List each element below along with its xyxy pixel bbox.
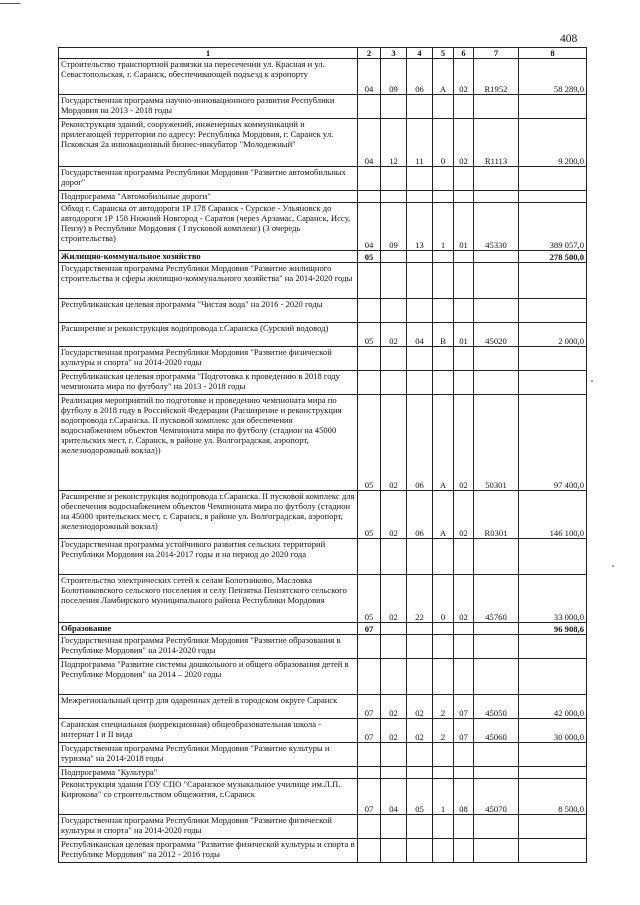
expense-code: 45050	[474, 695, 519, 719]
amount-cell: 96 908,6	[519, 623, 587, 635]
row-description: Строительство транспортной развязки на пересечении ул. Красная и ул. Севастопольская, г. Саранск, обеспечивающей подъезд к аэропорту	[59, 59, 358, 95]
expense-code: 45330	[474, 203, 519, 251]
direction-code	[454, 767, 474, 779]
amount-cell	[519, 659, 587, 695]
subprogram-code	[433, 347, 454, 371]
section-code: 04	[358, 59, 381, 95]
amount-cell	[519, 191, 587, 203]
table-row	[59, 539, 587, 575]
subsection-code	[381, 167, 407, 191]
subprogram-code: 2	[433, 695, 454, 719]
section-code: 05	[358, 251, 381, 263]
subsection-code	[381, 347, 407, 371]
column-header: 3	[381, 48, 407, 59]
direction-code	[454, 539, 474, 575]
row-description: Расширение и реконструкция водопровода г.Саранска. II пусковой комплекс для обеспечения водоснабжением объектов Чемпионата мира по футболу (стадион на 45000 зрительских мест, г. Саранск, в районе ул. Волгоградская, аэропорт, железнодорожный вокзал)	[59, 491, 358, 539]
direction-code	[454, 371, 474, 395]
direction-code	[454, 191, 474, 203]
table-row	[59, 119, 587, 167]
amount-cell	[519, 299, 587, 323]
expense-code	[474, 167, 519, 191]
table-row	[59, 623, 587, 635]
section-code	[358, 659, 381, 695]
expense-code	[474, 659, 519, 695]
program-code	[407, 167, 433, 191]
column-header: 6	[454, 48, 474, 59]
table-row	[59, 575, 587, 623]
table-row	[59, 635, 587, 659]
scan-speck	[612, 565, 614, 567]
row-description: Жилищно-коммунальное хозяйство	[59, 251, 358, 263]
program-code	[407, 839, 433, 863]
direction-code	[454, 299, 474, 323]
section-code	[358, 743, 381, 767]
amount-cell	[519, 815, 587, 839]
expense-code: 45070	[474, 779, 519, 815]
program-code: 04	[407, 323, 433, 347]
section-code: 05	[358, 323, 381, 347]
row-description: Государственная программа Республики Мордовия "Развитие автомобильных дорог"	[59, 167, 358, 191]
row-description: Расширение и реконструкция водопровода г.Саранска (Сурский водовод)	[59, 323, 358, 347]
program-code	[407, 815, 433, 839]
expense-code	[474, 95, 519, 119]
table-row	[59, 767, 587, 779]
amount-cell	[519, 167, 587, 191]
table-row	[59, 95, 587, 119]
program-code	[407, 371, 433, 395]
subprogram-code	[433, 767, 454, 779]
section-code	[358, 191, 381, 203]
subprogram-code	[433, 743, 454, 767]
expense-code: 45060	[474, 719, 519, 743]
row-description: Подпрограмма "Автомобильные дороги"	[59, 191, 358, 203]
section-code	[358, 347, 381, 371]
subsection-code	[381, 251, 407, 263]
column-header: 8	[519, 48, 587, 59]
amount-cell	[519, 95, 587, 119]
expense-code: 45020	[474, 323, 519, 347]
program-code	[407, 299, 433, 323]
amount-cell: 8 500,0	[519, 779, 587, 815]
row-description: Обход г. Саранска от автодороги 1Р 178 Саранск - Сурское - Ульяновск до автодороги 1Р 158 Нижний Новгород - Саратов (через Арзамас, Саранск, Иссу, Пензу) в Республике Мордовия ( I пусковой комплекс) (3 очередь строительства)	[59, 203, 358, 251]
program-code	[407, 539, 433, 575]
direction-code	[454, 743, 474, 767]
expense-code: R0301	[474, 491, 519, 539]
row-description: Государственная программа Республики Мордовия "Развитие физической культуры и спорта" на 2014-2020 годы	[59, 347, 358, 371]
section-code	[358, 95, 381, 119]
row-description: Государственная программа Республики Мордовия "Развитие образования в Республике Мордовия" на 2014-2020 годы	[59, 635, 358, 659]
table-row	[59, 779, 587, 815]
direction-code: 02	[454, 59, 474, 95]
table-row	[59, 695, 587, 719]
table-row	[59, 263, 587, 299]
direction-code: 02	[454, 119, 474, 167]
expense-code	[474, 743, 519, 767]
subsection-code	[381, 371, 407, 395]
direction-code: 07	[454, 695, 474, 719]
expense-code	[474, 635, 519, 659]
row-description: Реализация мероприятий по подготовке и проведению чемпионата мира по футболу в 2018 году в Российской Федерации (Расширение и реконструкция водопровода г.Саранска. II пусковой комплекс для обеспечения водоснабжением объектов Чемпионата мира по футболу (стадион на 45000 зрительских мест, г. Саранск, в районе ул. Волгоградская, аэропорт, железнодорожный вокзал))	[59, 395, 358, 491]
program-code: 06	[407, 59, 433, 95]
program-code: 13	[407, 203, 433, 251]
subsection-code	[381, 539, 407, 575]
subprogram-code	[433, 623, 454, 635]
subsection-code	[381, 263, 407, 299]
direction-code: 02	[454, 575, 474, 623]
program-code	[407, 263, 433, 299]
direction-code	[454, 251, 474, 263]
subsection-code: 02	[381, 323, 407, 347]
expense-code: R1952	[474, 59, 519, 95]
direction-code	[454, 623, 474, 635]
amount-cell: 278 500,0	[519, 251, 587, 263]
program-code	[407, 659, 433, 695]
expense-code: 50301	[474, 395, 519, 491]
subsection-code: 12	[381, 119, 407, 167]
row-description: Подпрограмма "Развитие системы дошкольного и общего образования детей в Республике Мордовия" на 2014 – 2020 годы	[59, 659, 358, 695]
section-code	[358, 839, 381, 863]
row-description: Государственная программа Республики Мордовия "Развитие культуры и туризма" на 2014-2018 годы	[59, 743, 358, 767]
expense-code: 45760	[474, 575, 519, 623]
expense-code	[474, 251, 519, 263]
column-header: 1	[59, 48, 358, 59]
table-row	[59, 59, 587, 95]
column-number-row	[59, 48, 587, 59]
direction-code	[454, 167, 474, 191]
program-code: 06	[407, 491, 433, 539]
section-code: 07	[358, 695, 381, 719]
direction-code	[454, 635, 474, 659]
subsection-code	[381, 743, 407, 767]
subprogram-code: 1	[433, 779, 454, 815]
amount-cell: 30 000,0	[519, 719, 587, 743]
row-description: Подпрограмма "Культура"	[59, 767, 358, 779]
subprogram-code	[433, 635, 454, 659]
subsection-code	[381, 635, 407, 659]
subsection-code: 02	[381, 719, 407, 743]
program-code	[407, 251, 433, 263]
amount-cell: 9 200,0	[519, 119, 587, 167]
amount-cell: 42 000,0	[519, 695, 587, 719]
subprogram-code: 0	[433, 575, 454, 623]
section-code: 07	[358, 779, 381, 815]
table-row	[59, 191, 587, 203]
row-description: Республиканская целевая программа "Развитие физической культуры и спорта в Республике Мордовия" на 2012 - 2016 годы	[59, 839, 358, 863]
direction-code	[454, 95, 474, 119]
program-code	[407, 623, 433, 635]
subsection-code	[381, 191, 407, 203]
subprogram-code	[433, 251, 454, 263]
subsection-code	[381, 839, 407, 863]
subsection-code: 02	[381, 491, 407, 539]
section-code	[358, 263, 381, 299]
expense-code	[474, 263, 519, 299]
subprogram-code: 0	[433, 119, 454, 167]
section-code	[358, 371, 381, 395]
subprogram-code	[433, 167, 454, 191]
expense-code	[474, 371, 519, 395]
column-header: 2	[358, 48, 381, 59]
table-row	[59, 251, 587, 263]
direction-code	[454, 815, 474, 839]
section-code: 04	[358, 119, 381, 167]
program-code	[407, 347, 433, 371]
direction-code	[454, 839, 474, 863]
amount-cell	[519, 767, 587, 779]
row-description: Республиканская целевая программа "Подготовка к проведению в 2018 году чемпионата мира по футболу" на 2013 - 2018 годы	[59, 371, 358, 395]
subsection-code: 02	[381, 395, 407, 491]
section-code	[358, 539, 381, 575]
program-code	[407, 95, 433, 119]
budget-table	[58, 47, 587, 863]
row-description: Саранская специальная (коррекционная) общеобразовательная школа - интернат I и II вида	[59, 719, 358, 743]
page-number: 408	[560, 33, 578, 45]
subprogram-code: В	[433, 323, 454, 347]
section-code	[358, 815, 381, 839]
expense-code	[474, 815, 519, 839]
direction-code: 01	[454, 323, 474, 347]
subprogram-code: А	[433, 491, 454, 539]
subprogram-code: 1	[433, 203, 454, 251]
column-header: 5	[433, 48, 454, 59]
program-code	[407, 743, 433, 767]
program-code: 02	[407, 719, 433, 743]
direction-code: 02	[454, 491, 474, 539]
section-code: 04	[358, 203, 381, 251]
row-description: Строительство электрических сетей к селам Болотниково, Масловка Болотниковского сельского поселения и селу Пензятка Пензятского сельского поселения Ламбирского муниципального района Республики Мордовия	[59, 575, 358, 623]
amount-cell	[519, 263, 587, 299]
section-code	[358, 767, 381, 779]
table-row	[59, 491, 587, 539]
program-code: 05	[407, 779, 433, 815]
row-description: Образование	[59, 623, 358, 635]
amount-cell: 2 000,0	[519, 323, 587, 347]
subsection-code: 02	[381, 695, 407, 719]
expense-code	[474, 191, 519, 203]
scan-edge-mark	[0, 3, 20, 4]
direction-code: 02	[454, 395, 474, 491]
row-description: Реконструкция зданий, сооружений, инженерных коммуникаций и прилегающей территории по адресу: Республика Мордовия, г. Саранск ул. Псковская 2а инновационный бизнес-инкубатор "Молодежный"	[59, 119, 358, 167]
subsection-code	[381, 767, 407, 779]
table-row	[59, 167, 587, 191]
section-code: 07	[358, 623, 381, 635]
amount-cell: 389 057,0	[519, 203, 587, 251]
amount-cell	[519, 743, 587, 767]
table-row	[59, 371, 587, 395]
row-description: Государственная программа научно-инновационного развития Республики Мордовия на 2013 - 2018 годы	[59, 95, 358, 119]
subsection-code: 02	[381, 575, 407, 623]
direction-code: 01	[454, 203, 474, 251]
subprogram-code	[433, 539, 454, 575]
amount-cell	[519, 539, 587, 575]
direction-code	[454, 263, 474, 299]
expense-code	[474, 767, 519, 779]
expense-code	[474, 299, 519, 323]
expense-code: R1113	[474, 119, 519, 167]
table-row	[59, 323, 587, 347]
subsection-code	[381, 659, 407, 695]
subprogram-code	[433, 95, 454, 119]
row-description: Межрегиональный центр для одаренных детей в городском округе Саранск	[59, 695, 358, 719]
expense-code	[474, 623, 519, 635]
program-code: 06	[407, 395, 433, 491]
scan-speck	[591, 380, 593, 382]
table-row	[59, 815, 587, 839]
program-code: 11	[407, 119, 433, 167]
amount-cell: 33 000,0	[519, 575, 587, 623]
program-code	[407, 191, 433, 203]
expense-code	[474, 347, 519, 371]
row-description: Республиканская целевая программа "Чистая вода" на 2016 - 2020 годы	[59, 299, 358, 323]
program-code: 22	[407, 575, 433, 623]
table-row	[59, 839, 587, 863]
amount-cell	[519, 347, 587, 371]
column-header: 4	[407, 48, 433, 59]
section-code: 05	[358, 491, 381, 539]
subprogram-code	[433, 839, 454, 863]
section-code	[358, 635, 381, 659]
subsection-code	[381, 623, 407, 635]
section-code: 05	[358, 395, 381, 491]
direction-code: 07	[454, 719, 474, 743]
subprogram-code: 2	[433, 719, 454, 743]
amount-cell	[519, 371, 587, 395]
amount-cell: 146 100,0	[519, 491, 587, 539]
program-code	[407, 635, 433, 659]
amount-cell: 97 400,0	[519, 395, 587, 491]
subsection-code: 09	[381, 59, 407, 95]
expense-code	[474, 539, 519, 575]
table-row	[59, 203, 587, 251]
subprogram-code	[433, 815, 454, 839]
direction-code: 08	[454, 779, 474, 815]
row-description: Государственная программа Республики Мордовия "Развитие физической культуры и спорта" на 2014-2020 годы	[59, 815, 358, 839]
subprogram-code: А	[433, 59, 454, 95]
subprogram-code	[433, 191, 454, 203]
subsection-code	[381, 95, 407, 119]
program-code: 02	[407, 695, 433, 719]
expense-code	[474, 839, 519, 863]
table-row	[59, 659, 587, 695]
table-row	[59, 299, 587, 323]
table-row	[59, 719, 587, 743]
section-code: 07	[358, 719, 381, 743]
section-code	[358, 167, 381, 191]
amount-cell	[519, 839, 587, 863]
direction-code	[454, 347, 474, 371]
subprogram-code: А	[433, 395, 454, 491]
amount-cell: 58 289,0	[519, 59, 587, 95]
program-code	[407, 767, 433, 779]
amount-cell	[519, 635, 587, 659]
direction-code	[454, 659, 474, 695]
table-row	[59, 395, 587, 491]
subsection-code	[381, 815, 407, 839]
column-header: 7	[474, 48, 519, 59]
subprogram-code	[433, 371, 454, 395]
subprogram-code	[433, 299, 454, 323]
subsection-code: 04	[381, 779, 407, 815]
table-row	[59, 743, 587, 767]
section-code	[358, 299, 381, 323]
row-description: Государственная программа устойчивого развития сельских территорий Республики Мордовия на 2014-2017 годы и на период до 2020 года	[59, 539, 358, 575]
section-code: 05	[358, 575, 381, 623]
subprogram-code	[433, 263, 454, 299]
row-description: Государственная программа Республики Мордовия "Развитие жилищного строительства и сферы жилищно-коммунального хозяйства" на 2014-2020 годы	[59, 263, 358, 299]
table-row	[59, 347, 587, 371]
subsection-code: 09	[381, 203, 407, 251]
subprogram-code	[433, 659, 454, 695]
subsection-code	[381, 299, 407, 323]
row-description: Реконструкция здания ГОУ СПО "Саранское музыкальное училище им.Л.П. Кирюкова" со строительством общежития, г.Саранск	[59, 779, 358, 815]
